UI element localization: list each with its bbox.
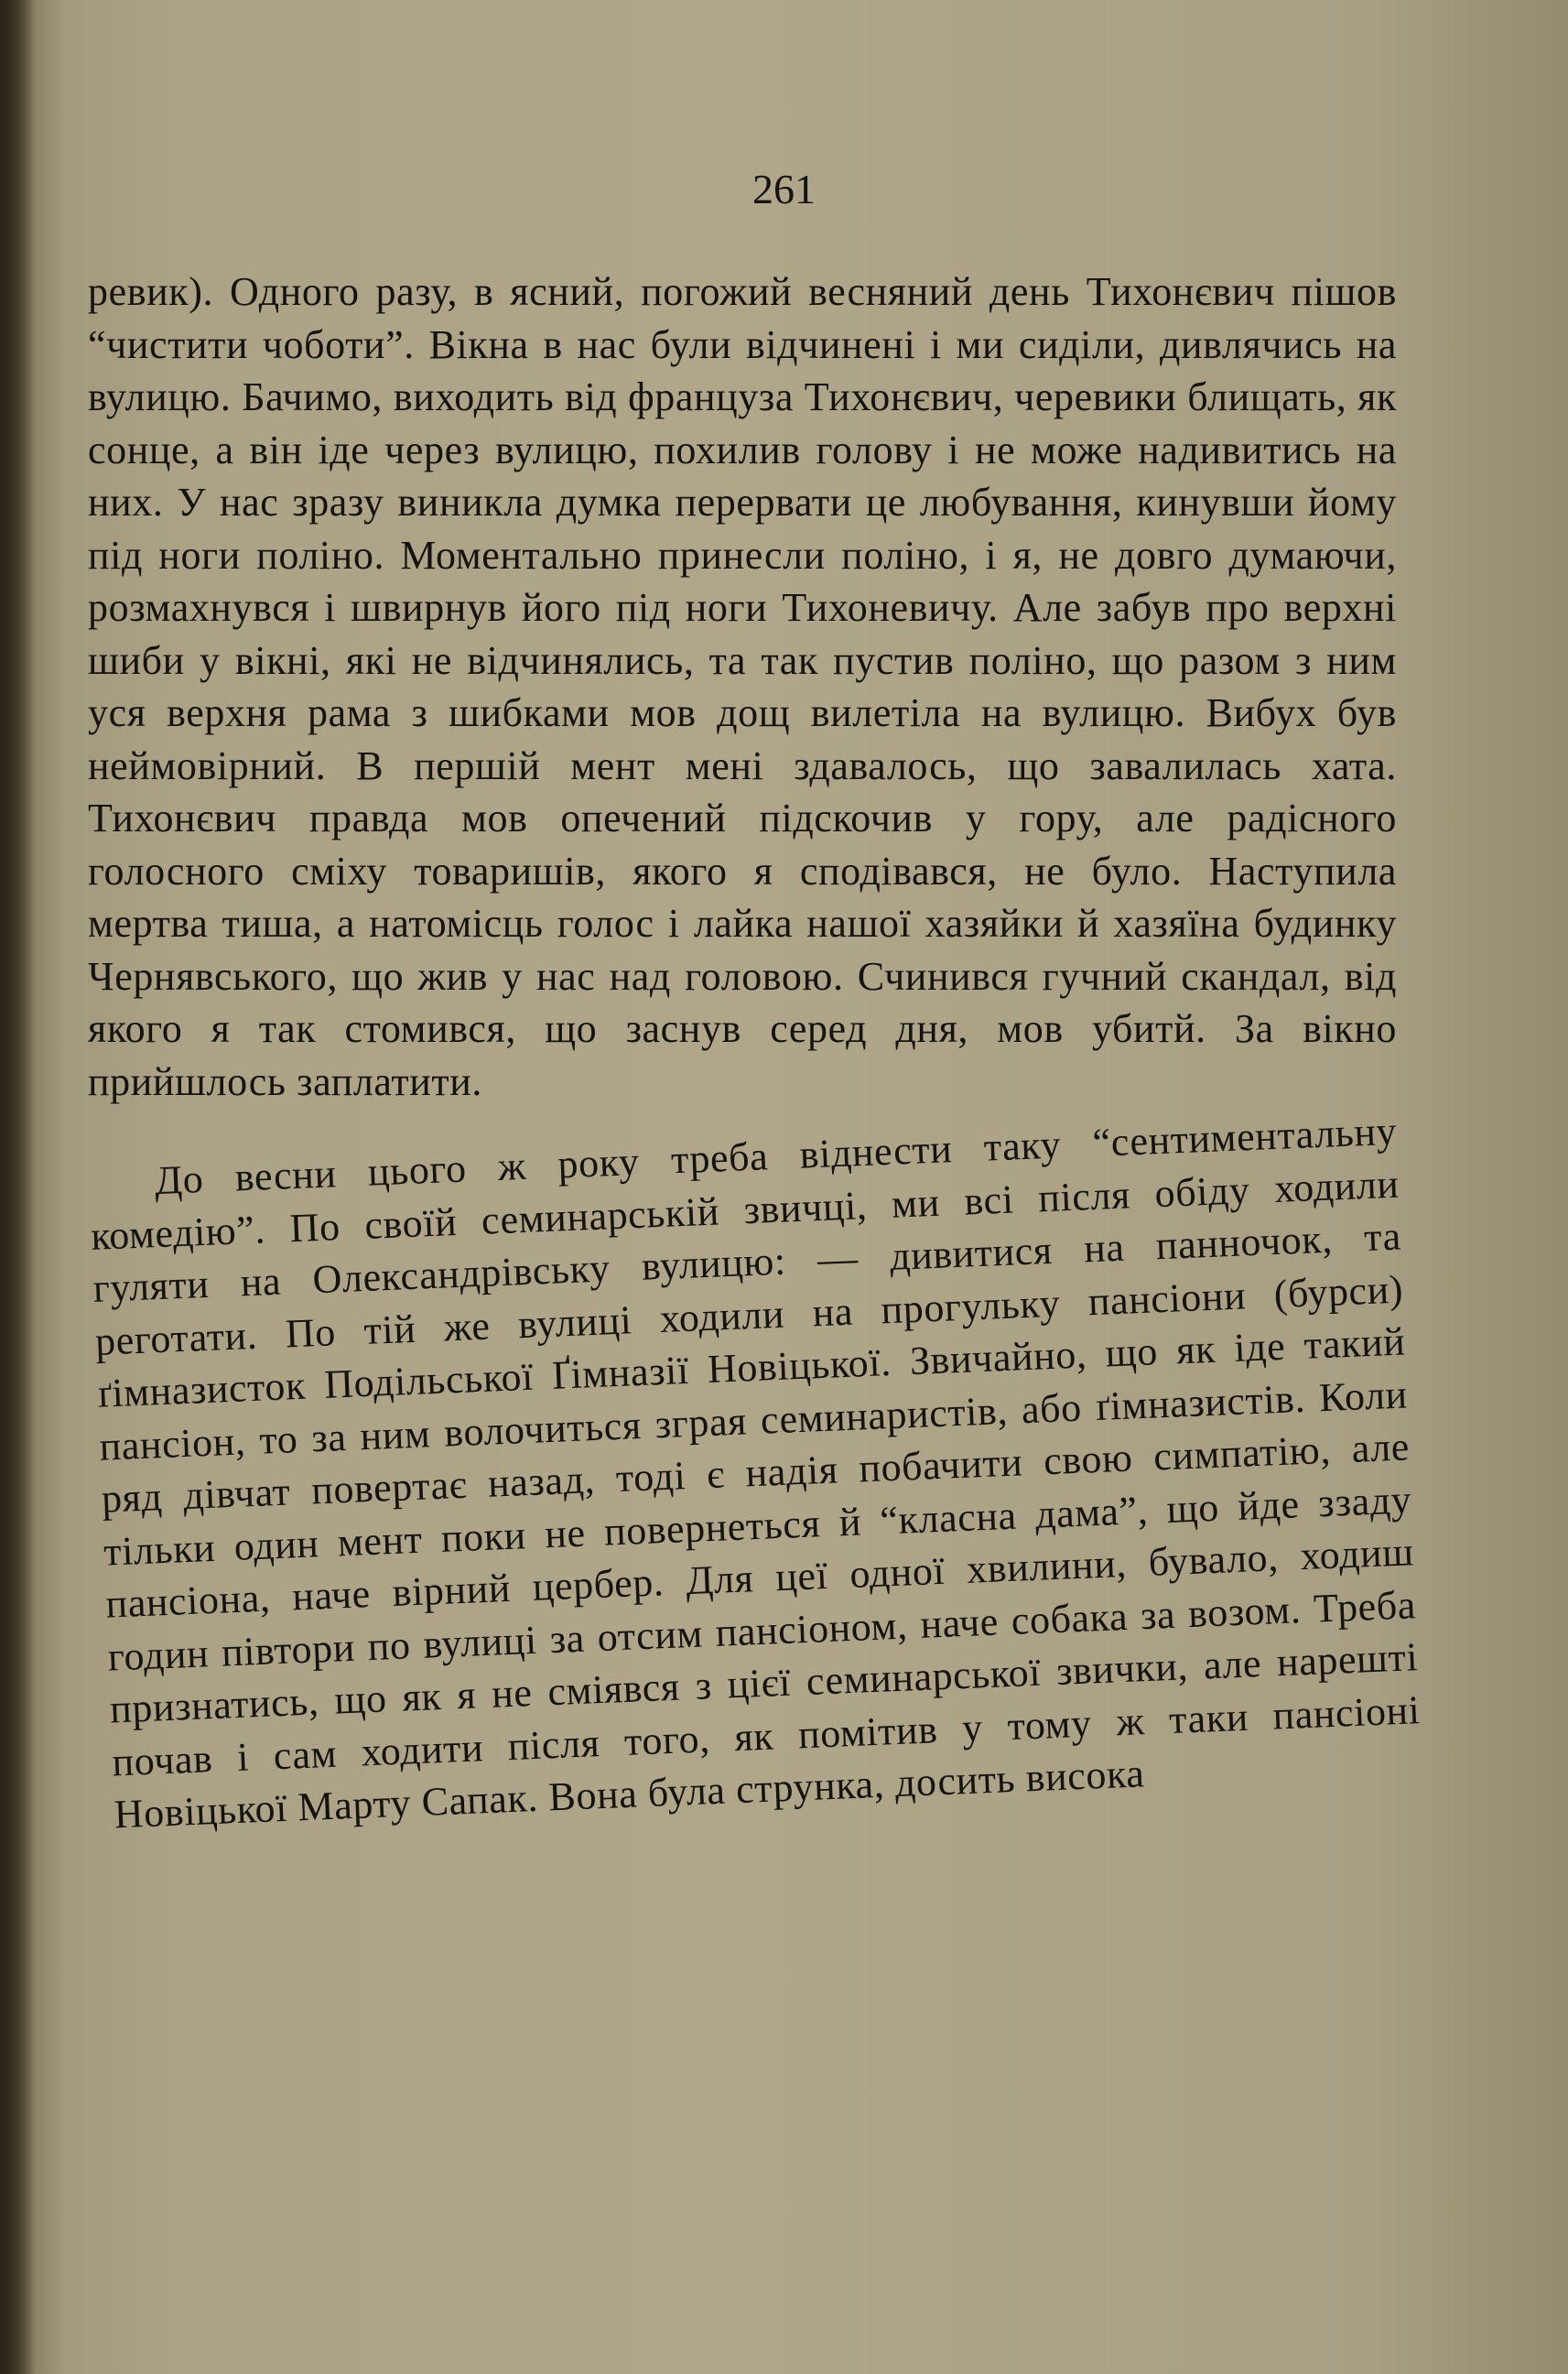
body-text (88, 266, 1422, 1842)
paragraph-2: До весни цього ж року треба віднести таку “сентиментальну комедію”. По своїй семинарській звичці, ми всі після обіду ходили гуляти на Олександрівську вулицю: — дивитися на панночок, та реготати. По тій же вулиці ходили на прогульку пансіони (бурси) ґімназисток Подільської Ґімназії Новіцької. Звичайно, що як іде такий пансіон, то за ним волочиться зграя семинаристів, або ґімназистів. Коли ряд дівчат повертає назад, тоді є надія побачити свою симпатію, але тільки один мент поки не повернеться й “класна дама”, що йде ззаду пансіона, наче вірний цербер. Для цеї одної хвилини, бувало, ходиш годин півтори по вулиці за отсим пансіоном, наче собака за возом. Треба признатись, що як я не сміявся з цієї семинарської звички, але нарешті почав і сам ходити після того, як помітив у тому ж таки пансіоні Новіцької Марту Сапак. Вона була струнка, досить висока (90, 1108, 1422, 1837)
binding-shadow (0, 0, 35, 2374)
page-number: 261 (752, 166, 816, 212)
paragraph-1: ревик). Одного разу, в ясний, погожий весняний день Тихонєвич пішов “чистити чоботи”. Вікна в нас були відчинені і ми сиділи, дивлячись на вулицю. Бачимо, виходить від француза Тихонєвич, черевики блищать, як сонце, а він іде через вулицю, похилив голову і не може надивитись на них. У нас зразу виникла думка перервати це любування, кинувши йому під ноги поліно. Моментально принесли поліно, і я, не довго думаючи, розмахнувся і швирнув його під ноги Тихоневичу. Але забув про верхні шиби у вікні, які не відчинялись, та так пустив поліно, що разом з ним уся верхня рама з шибками мов дощ вилетіла на вулицю. Вибух був неймовірний. В першій мент мені здавалось, що завалилась хата. Тихонєвич правда мов опечений підскочив у гору, але радісного голосного сміху товаришів, якого я сподівався, не було. Наступила мертва тиша, а натомісць голос і лайка нашої хазяйки й хазяїна будинку Чернявського, що жив у нас над головою. Счинився гучний скандал, від якого я так стомився, що заснув серед дня, мов убитй. За вікно прийшлось заплатити. (88, 269, 1397, 1104)
